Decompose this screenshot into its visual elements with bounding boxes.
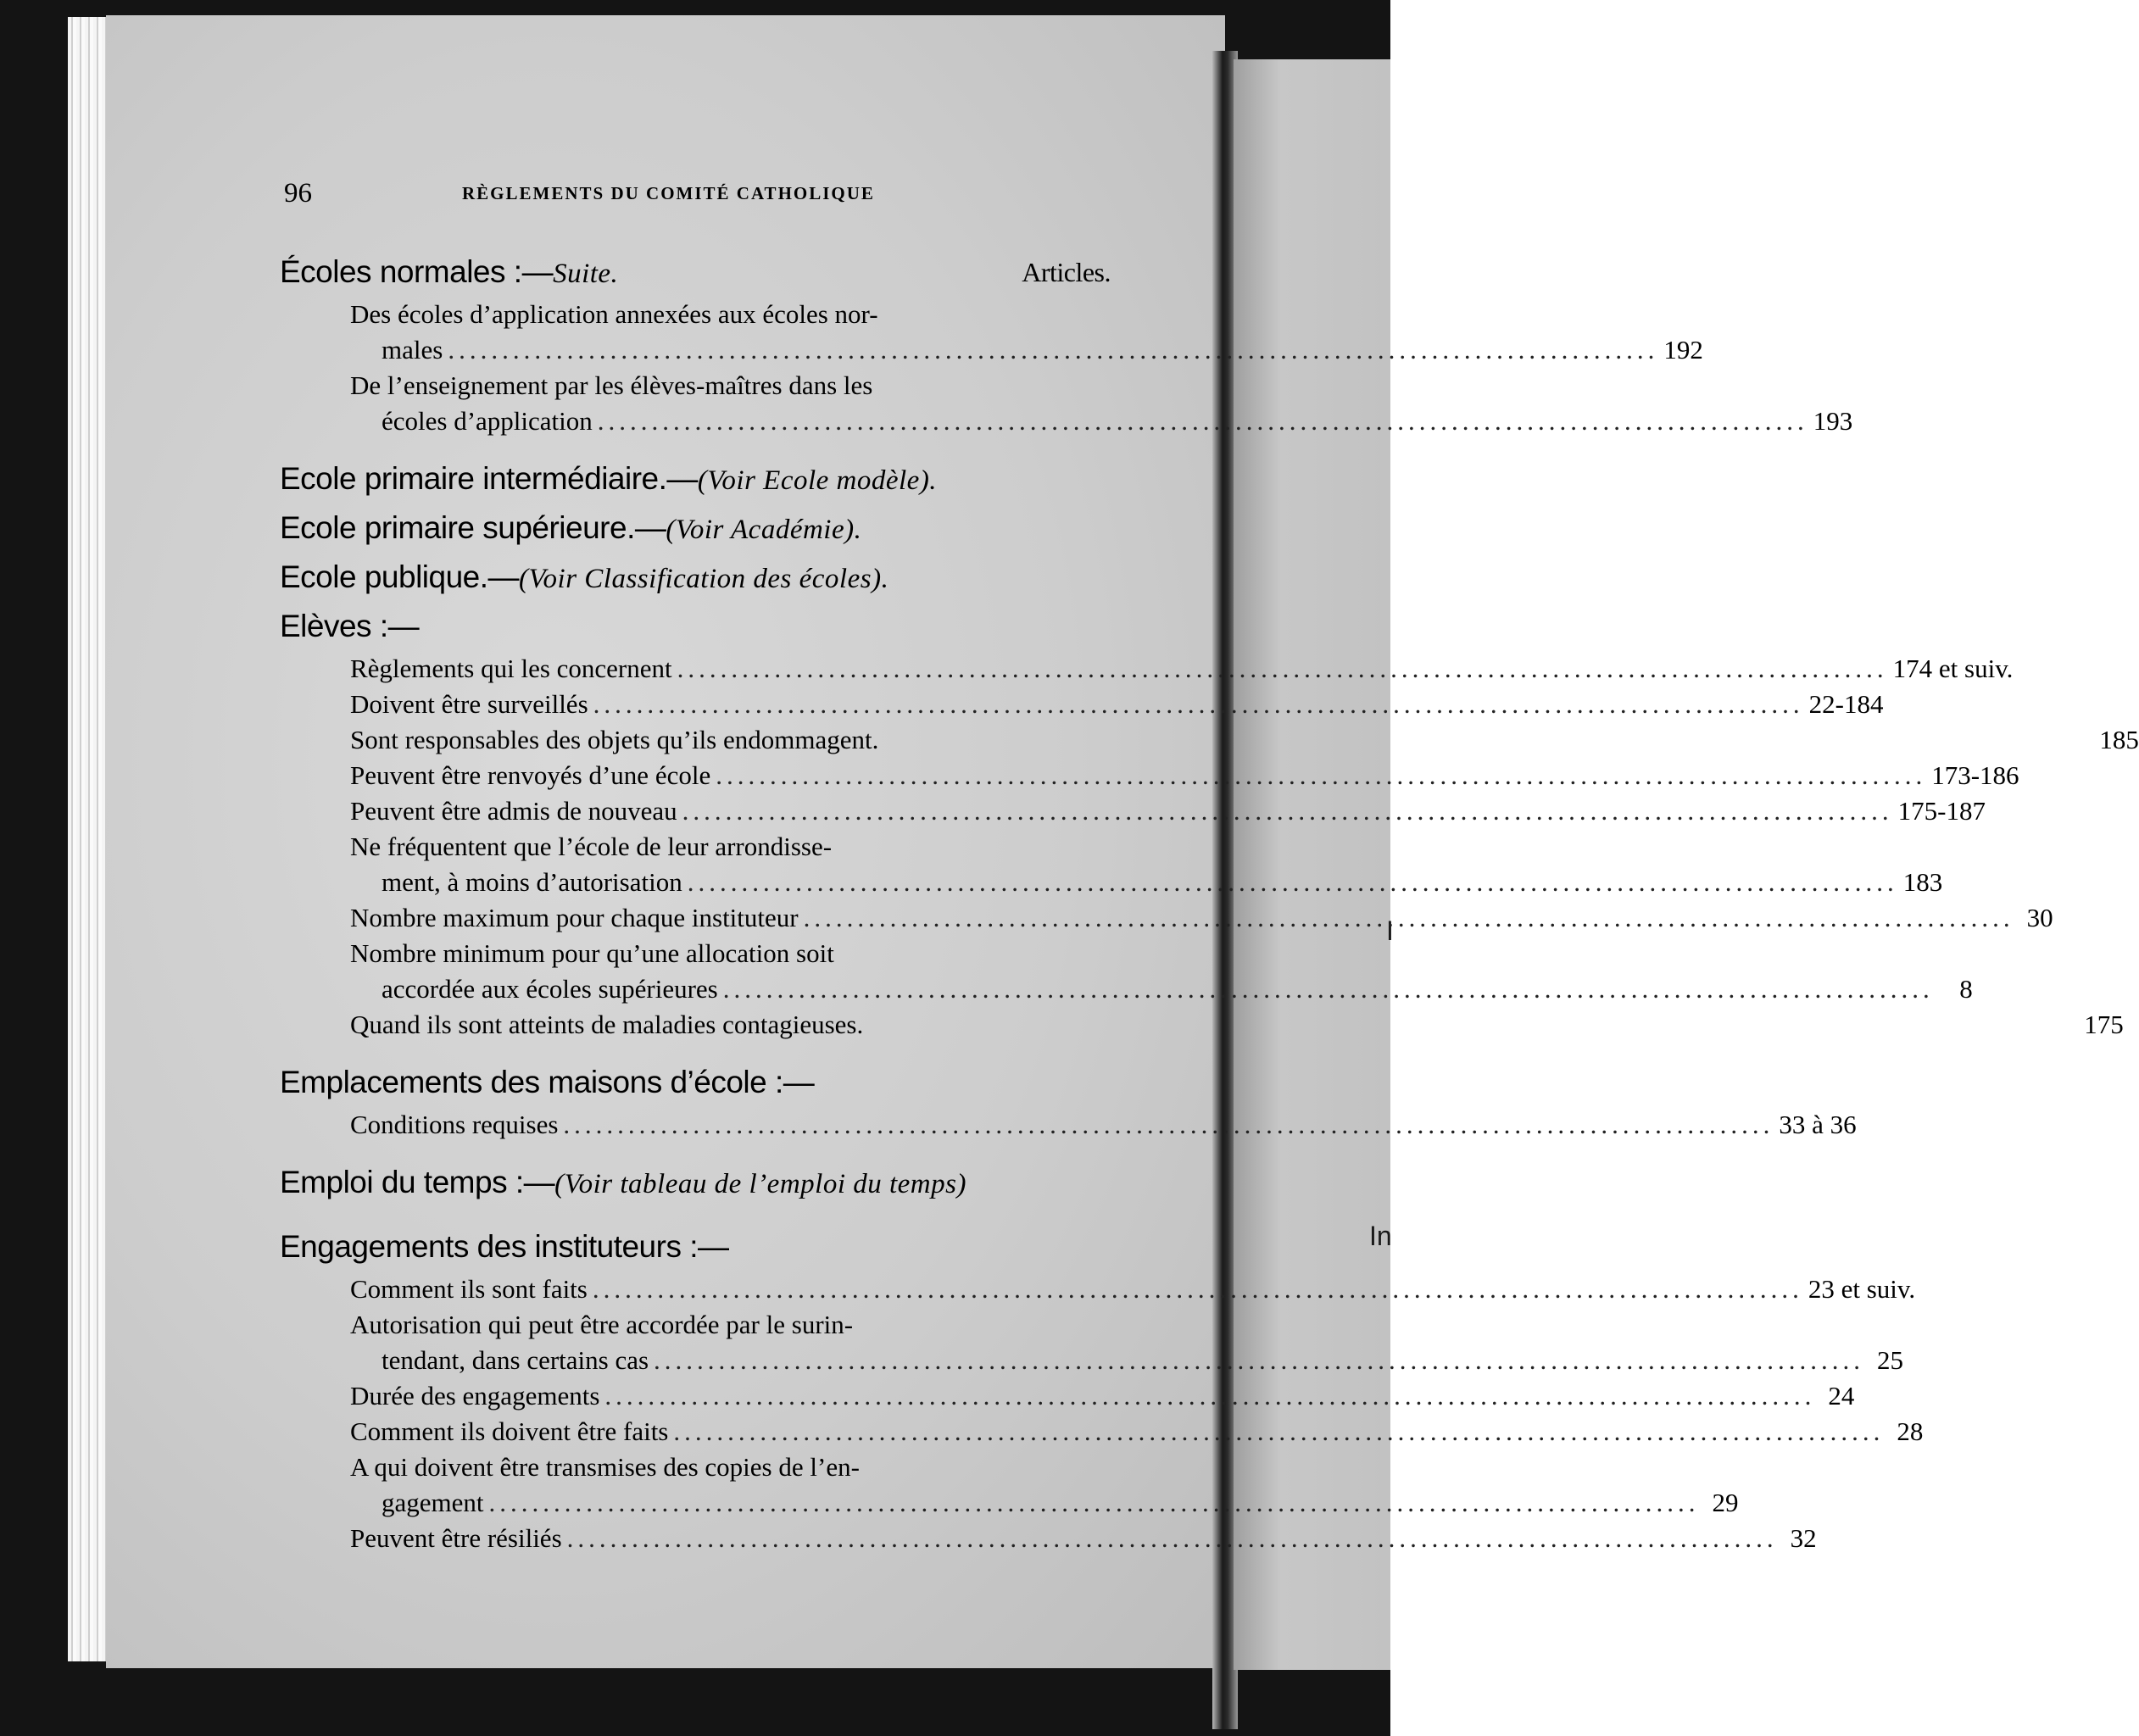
index-content bbox=[280, 248, 2139, 1556]
subentry-text: Ne fréquentent que l’école de leur arrondisse- bbox=[350, 832, 833, 861]
leader-dots bbox=[677, 651, 1888, 687]
see-reference: (Voir Ecole modèle). bbox=[697, 465, 938, 496]
leader-dots bbox=[673, 1414, 1884, 1449]
article-reference: 25 bbox=[1877, 1345, 1904, 1375]
subentry-text: accordée aux écoles supérieures bbox=[382, 974, 718, 1004]
index-subentry-line bbox=[280, 1485, 1739, 1521]
articles-column-label: Articles. bbox=[1022, 257, 1111, 287]
heading-italic: Suite. bbox=[553, 259, 619, 289]
subentry-text: Des écoles d’application annexées aux écoles nor- bbox=[350, 299, 878, 329]
subentry-text: Règlements qui les concernent bbox=[350, 654, 672, 683]
article-reference: 24 bbox=[1828, 1381, 1855, 1410]
article-reference: 175 bbox=[2084, 1010, 2124, 1039]
leader-dots bbox=[593, 687, 1804, 722]
index-heading bbox=[280, 553, 1111, 602]
subentry-text: Conditions requises bbox=[350, 1110, 559, 1139]
index-subentry-line bbox=[280, 687, 1884, 722]
index-subentry-line bbox=[280, 1307, 1111, 1343]
subentry-text: Autorisation qui peut être accordée par le surin- bbox=[350, 1310, 854, 1339]
subentry-text: Quand ils sont atteints de maladies contagieuses. bbox=[350, 1010, 864, 1039]
heading-text: Écoles normales :— bbox=[280, 254, 554, 289]
see-reference: (Voir tableau de l’emploi du temps) bbox=[554, 1169, 966, 1199]
leader-dots bbox=[489, 1485, 1700, 1521]
see-reference: (Voir Classification des écoles). bbox=[519, 564, 889, 594]
article-reference: 28 bbox=[1897, 1416, 1924, 1446]
leader-dots bbox=[654, 1343, 1864, 1378]
index-subentry-line bbox=[280, 722, 2139, 758]
article-reference: 192 bbox=[1663, 335, 1703, 364]
index-subentry-line bbox=[280, 332, 1703, 368]
subentry-text: Nombre minimum pour qu’une allocation soit bbox=[350, 938, 834, 968]
index-subentry-line bbox=[280, 368, 1111, 403]
index-subentry-line bbox=[280, 971, 1973, 1007]
article-reference: 174 et suiv. bbox=[1892, 654, 2014, 683]
subentry-text: écoles d’application bbox=[382, 406, 593, 436]
see-reference: (Voir Académie). bbox=[666, 515, 862, 545]
index-subentry-line bbox=[280, 793, 1986, 829]
index-heading bbox=[280, 454, 1111, 504]
index-heading bbox=[280, 1158, 1111, 1207]
index-subentry-line bbox=[280, 1449, 1111, 1485]
subentry-text: males bbox=[382, 335, 443, 364]
leader-dots bbox=[598, 403, 1808, 439]
article-reference: 173-186 bbox=[1931, 760, 2019, 790]
index-heading bbox=[280, 602, 1111, 651]
leader-dots bbox=[593, 1271, 1803, 1307]
leader-dots bbox=[563, 1107, 1774, 1143]
subentry-text: Peuvent être résiliés bbox=[350, 1523, 562, 1553]
article-reference: 30 bbox=[2026, 903, 2053, 932]
leader-dots bbox=[723, 971, 1934, 1007]
leader-dots bbox=[716, 758, 1926, 793]
article-reference: 22-184 bbox=[1808, 689, 1884, 719]
index-subentry-line bbox=[280, 651, 2014, 687]
heading-text: Emplacements des maisons d’école :— bbox=[280, 1065, 815, 1099]
leader-dots bbox=[604, 1378, 1815, 1414]
index-subentry-line bbox=[280, 865, 1943, 900]
subentry-text: Nombre maximum pour chaque instituteur bbox=[350, 903, 799, 932]
subentry-text: Peuvent être admis de nouveau bbox=[350, 796, 677, 826]
subentry-text: Doivent être surveillés bbox=[350, 689, 588, 719]
index-subentry-line bbox=[280, 1414, 1924, 1449]
subentry-text: Peuvent être renvoyés d’une école bbox=[350, 760, 711, 790]
index-subentry-line bbox=[280, 1107, 1857, 1143]
leader-dots bbox=[688, 865, 1898, 900]
index-heading bbox=[280, 248, 1111, 297]
index-subentry-line bbox=[280, 1271, 1916, 1307]
index-subentry-line bbox=[280, 1378, 1855, 1414]
index-subentry-line bbox=[280, 936, 1111, 971]
subentry-text: Comment ils doivent être faits bbox=[350, 1416, 669, 1446]
leader-dots bbox=[567, 1521, 1778, 1556]
leader-dots bbox=[804, 900, 2014, 936]
subentry-text: A qui doivent être transmises des copies de l’en- bbox=[350, 1452, 860, 1482]
heading-text: Emploi du temps :— bbox=[280, 1165, 555, 1199]
article-reference: 183 bbox=[1902, 867, 1943, 897]
index-subentry-line bbox=[280, 1007, 2124, 1043]
index-subentry-line bbox=[280, 1343, 1904, 1378]
subentry-text: Sont responsables des objets qu’ils endommagent. bbox=[350, 725, 879, 754]
running-title: RÈGLEMENTS DU COMITÉ CATHOLIQUE bbox=[462, 183, 875, 203]
leader-dots bbox=[448, 332, 1658, 368]
article-reference: 193 bbox=[1813, 406, 1853, 436]
facing-page-fragment: In bbox=[1369, 1221, 1392, 1251]
article-reference: 175-187 bbox=[1897, 796, 1986, 826]
index-heading bbox=[280, 1222, 1111, 1271]
heading-text: Elèves :— bbox=[280, 609, 420, 643]
page-header bbox=[284, 178, 1115, 212]
article-reference: 185 bbox=[2099, 725, 2139, 754]
heading-text: Ecole publique.— bbox=[280, 559, 520, 594]
article-reference: 23 et suiv. bbox=[1808, 1274, 1916, 1304]
index-heading bbox=[280, 1058, 1111, 1107]
article-reference: 8 bbox=[1959, 974, 1973, 1004]
article-reference: 32 bbox=[1790, 1523, 1817, 1553]
heading-text: Ecole primaire intermédiaire.— bbox=[280, 461, 698, 496]
index-subentry-line bbox=[280, 900, 2053, 936]
index-heading bbox=[280, 504, 1111, 553]
page-number: 96 bbox=[284, 178, 312, 209]
subentry-text: ment, à moins d’autorisation bbox=[382, 867, 682, 897]
leader-dots bbox=[682, 793, 1893, 829]
article-reference: 29 bbox=[1712, 1488, 1739, 1517]
article-reference: 33 à 36 bbox=[1779, 1110, 1857, 1139]
heading-text: Ecole primaire supérieure.— bbox=[280, 510, 666, 545]
subentry-text: Durée des engagements bbox=[350, 1381, 600, 1410]
index-subentry-line bbox=[280, 1521, 1817, 1556]
subentry-text: Comment ils sont faits bbox=[350, 1274, 588, 1304]
subentry-text: gagement bbox=[382, 1488, 484, 1517]
subentry-text: De l’enseignement par les élèves-maîtres dans les bbox=[350, 370, 873, 400]
index-subentry-line bbox=[280, 758, 2019, 793]
facing-page-fragment: I bbox=[1386, 915, 1394, 946]
index-subentry-line bbox=[280, 403, 1853, 439]
subentry-text: tendant, dans certains cas bbox=[382, 1345, 649, 1375]
index-subentry-line bbox=[280, 297, 1111, 332]
heading-text: Engagements des instituteurs :— bbox=[280, 1229, 729, 1264]
index-subentry-line bbox=[280, 829, 1111, 865]
